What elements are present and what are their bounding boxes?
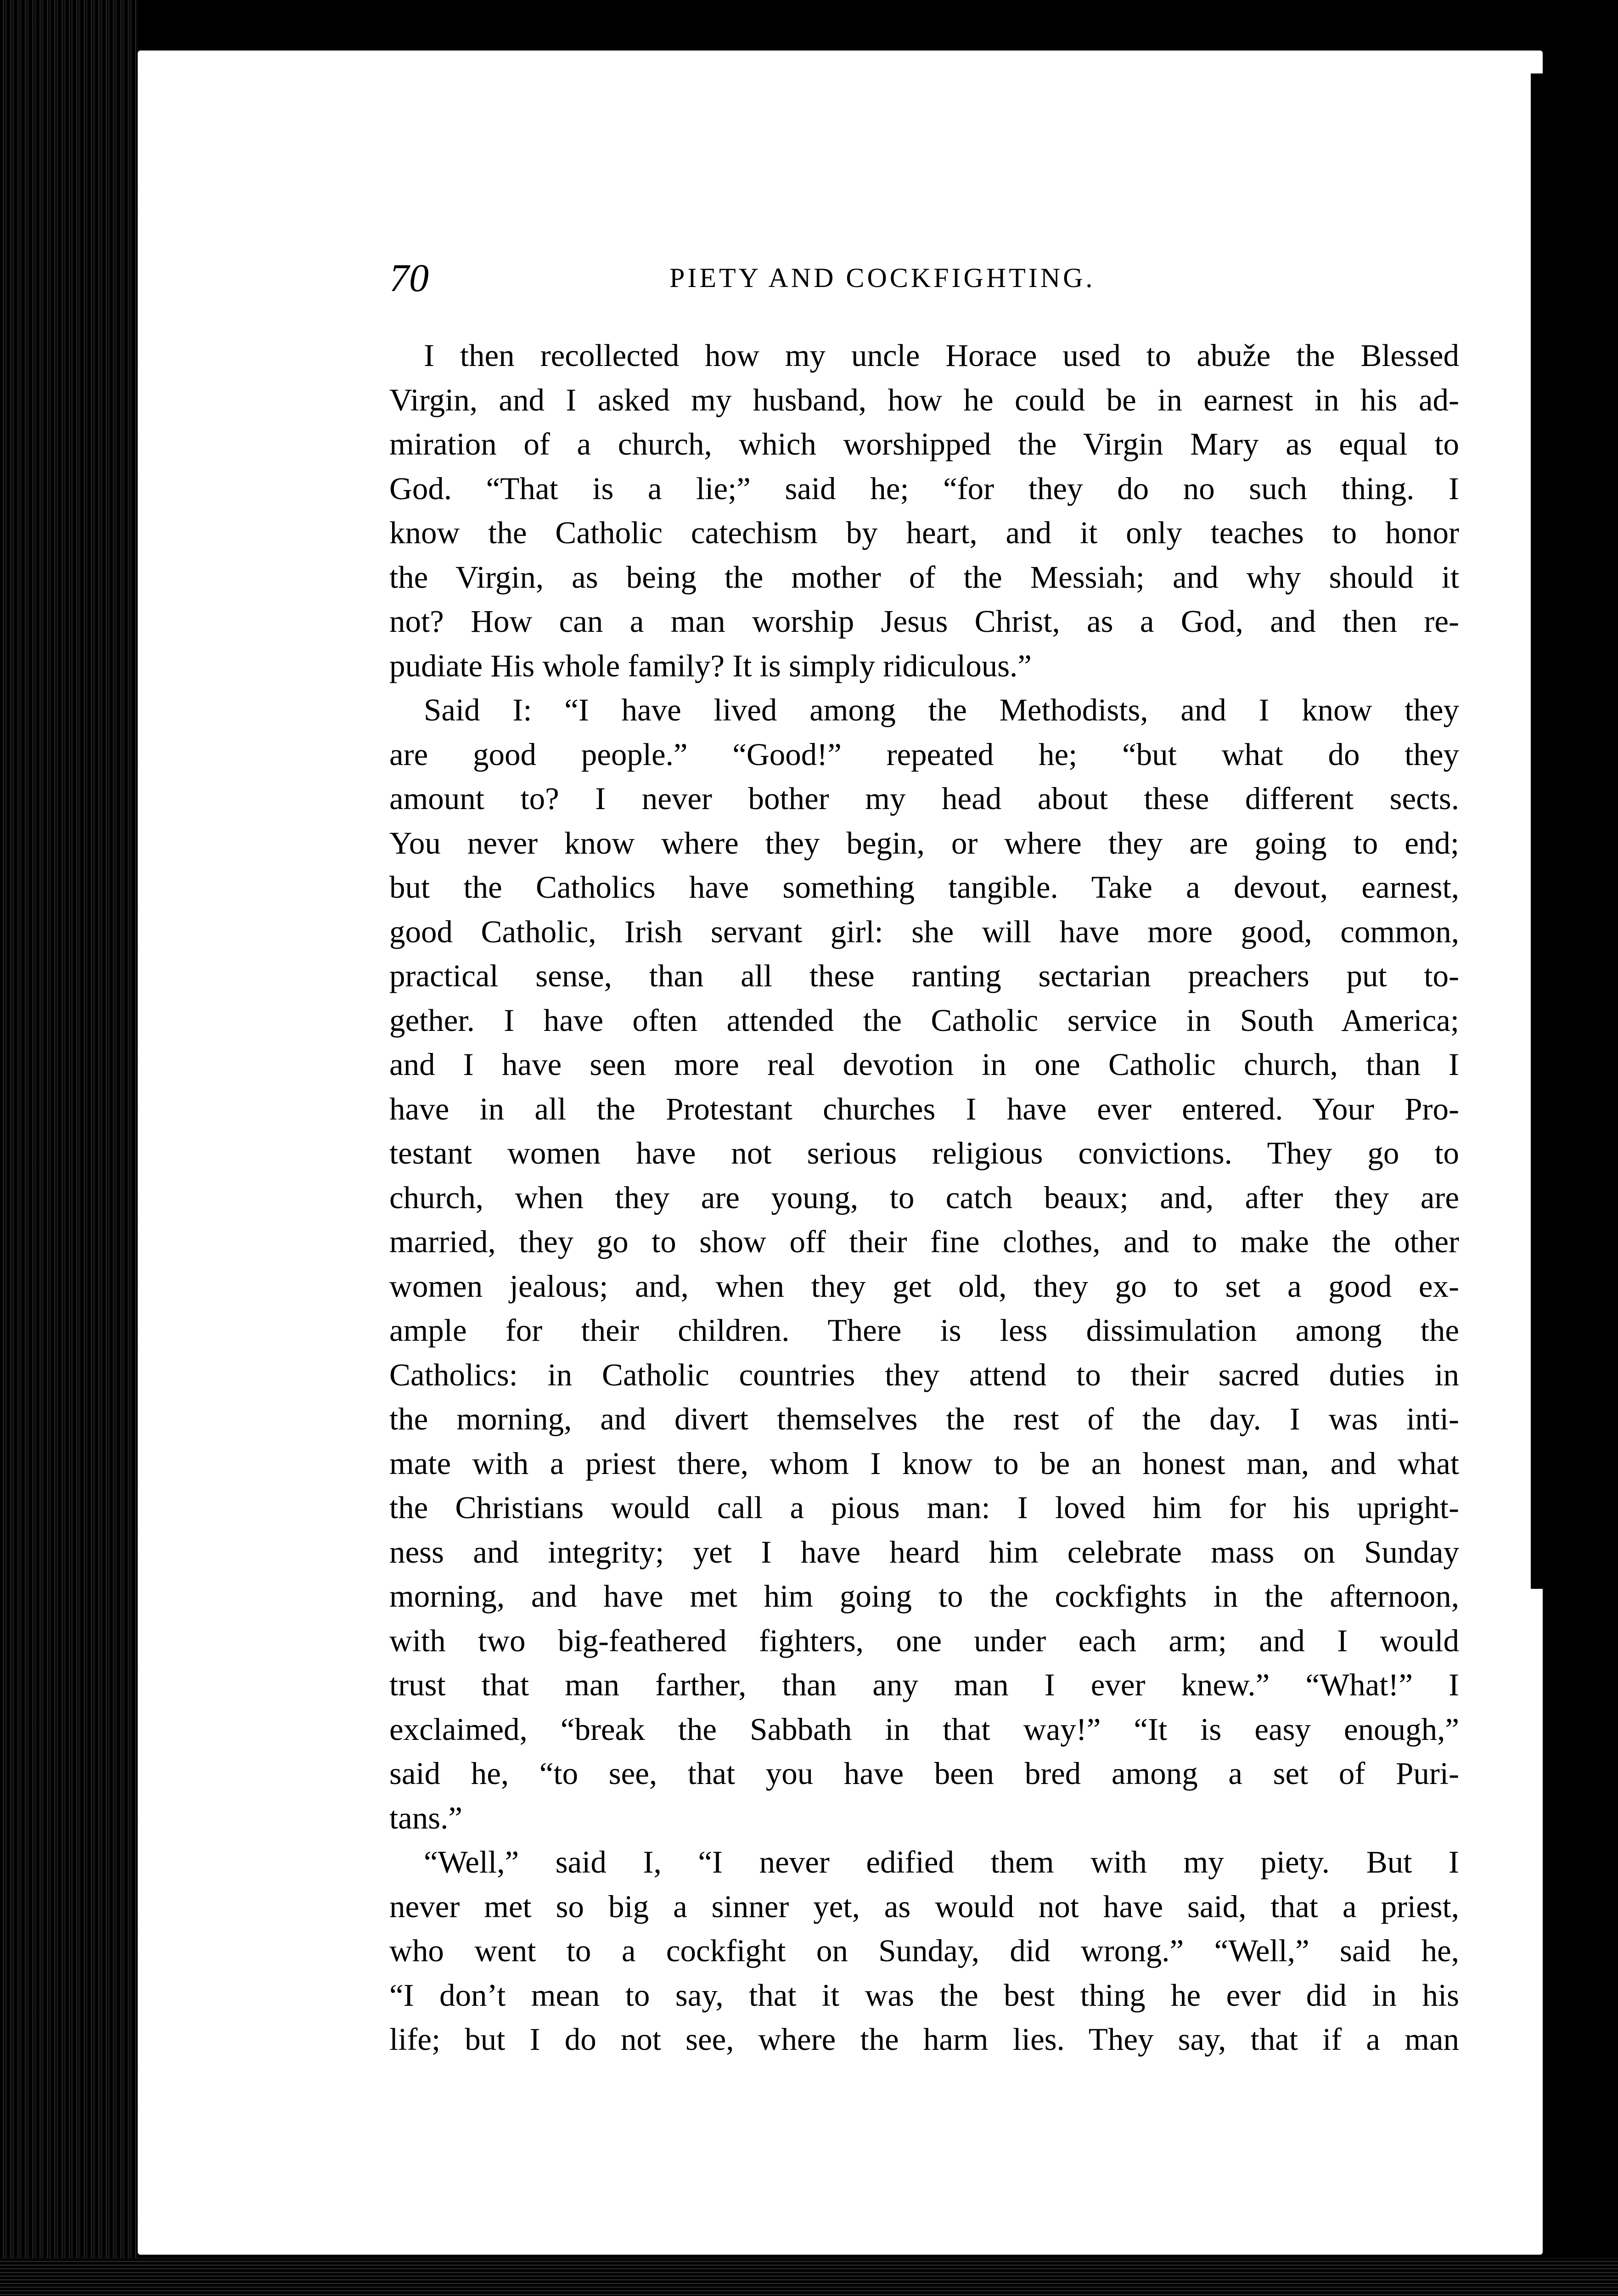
- text-line: the morning, and divert themselves the rest of the day. I was inti-: [389, 1401, 1459, 1436]
- text-line: I then recollected how my uncle Horace used to abuže the Blessed: [424, 338, 1459, 373]
- text-line: Said I: “I have lived among the Methodists, and I know they: [424, 692, 1459, 727]
- text-line: but the Catholics have something tangible. Take a devout, earnest,: [389, 870, 1459, 905]
- text-line: trust that man farther, than any man I ever knew.” “What!” I: [389, 1667, 1459, 1702]
- text-line: You never know where they begin, or where they are going to end;: [389, 825, 1459, 861]
- text-line: the Virgin, as being the mother of the Messiah; and why should it: [389, 559, 1459, 595]
- text-line: not? How can a man worship Jesus Christ, as a God, and then re-: [389, 604, 1459, 639]
- text-line: are good people.” “Good!” repeated he; “but what do they: [389, 737, 1459, 772]
- text-line: said he, “to see, that you have been bred among a set of Puri-: [389, 1756, 1459, 1791]
- scan-border-bottom: [0, 2258, 1618, 2296]
- text-line: church, when they are young, to catch beaux; and, after they are: [389, 1180, 1459, 1215]
- text-line: know the Catholic catechism by heart, and it only teaches to honor: [389, 515, 1459, 550]
- text-line: “I don’t mean to say, that it was the best thing he ever did in his: [389, 1977, 1459, 2013]
- book-spine-edge: [0, 0, 138, 2296]
- text-line: with two big-feathered fighters, one under each arm; and I would: [389, 1623, 1459, 1658]
- text-line: tans.”: [389, 1800, 463, 1835]
- text-line: God. “That is a lie;” said he; “for they do no such thing. I: [389, 471, 1459, 506]
- text-line: Virgin, and I asked my husband, how he could be in earnest in his ad-: [389, 382, 1459, 417]
- text-line: morning, and have met him going to the cockfights in the afternoon,: [389, 1579, 1459, 1614]
- text-line: women jealous; and, when they get old, they go to set a good ex-: [389, 1268, 1459, 1304]
- scan-border-top: [0, 0, 1618, 51]
- text-line: practical sense, than all these ranting sectarian preachers put to-: [389, 958, 1459, 993]
- running-title: PIETY AND COCKFIGHTING.: [669, 263, 1096, 293]
- text-line: good Catholic, Irish servant girl: she will have more good, common,: [389, 914, 1459, 949]
- text-line: testant women have not serious religious convictions. They go to: [389, 1136, 1459, 1171]
- text-line: “Well,” said I, “I never edified them with my piety. But I: [424, 1845, 1459, 1880]
- text-line: gether. I have often attended the Catholic service in South America;: [389, 1002, 1459, 1038]
- text-line: ness and integrity; yet I have heard him celebrate mass on Sunday: [389, 1534, 1459, 1570]
- text-line: pudiate His whole family? It is simply ridiculous.”: [389, 648, 1032, 683]
- text-line: married, they go to show off their fine clothes, and to make the other: [389, 1224, 1459, 1259]
- text-line: who went to a cockfight on Sunday, did wrong.” “Well,” said he,: [389, 1933, 1459, 1968]
- text-line: Catholics: in Catholic countries they attend to their sacred duties in: [389, 1357, 1459, 1392]
- scan-border-right-lower: [1567, 1598, 1618, 2296]
- text-line: amount to? I never bother my head about these different sects.: [389, 781, 1459, 816]
- text-line: have in all the Protestant churches I have ever entered. Your Pro-: [389, 1091, 1459, 1126]
- text-line: miration of a church, which worshipped the Virgin Mary as equal to: [389, 427, 1459, 461]
- scan-border-right: [1531, 73, 1618, 1589]
- body-text: [389, 333, 1459, 2062]
- text-line: the Christians would call a pious man: I loved him for his upright-: [389, 1490, 1459, 1525]
- text-line: and I have seen more real devotion in one Catholic church, than I: [389, 1047, 1459, 1082]
- page-header: [389, 255, 1455, 305]
- text-line: never met so big a sinner yet, as would not have said, that a priest,: [389, 1889, 1459, 1924]
- text-line: exclaimed, “break the Sabbath in that way!” “It is easy enough,”: [389, 1711, 1459, 1747]
- text-line: mate with a priest there, whom I know to be an honest man, and what: [389, 1446, 1459, 1481]
- page-number: 70: [389, 256, 429, 300]
- text-line: life; but I do not see, where the harm lies. They say, that if a man: [389, 2022, 1459, 2057]
- text-line: ample for their children. There is less dissimulation among the: [389, 1313, 1459, 1348]
